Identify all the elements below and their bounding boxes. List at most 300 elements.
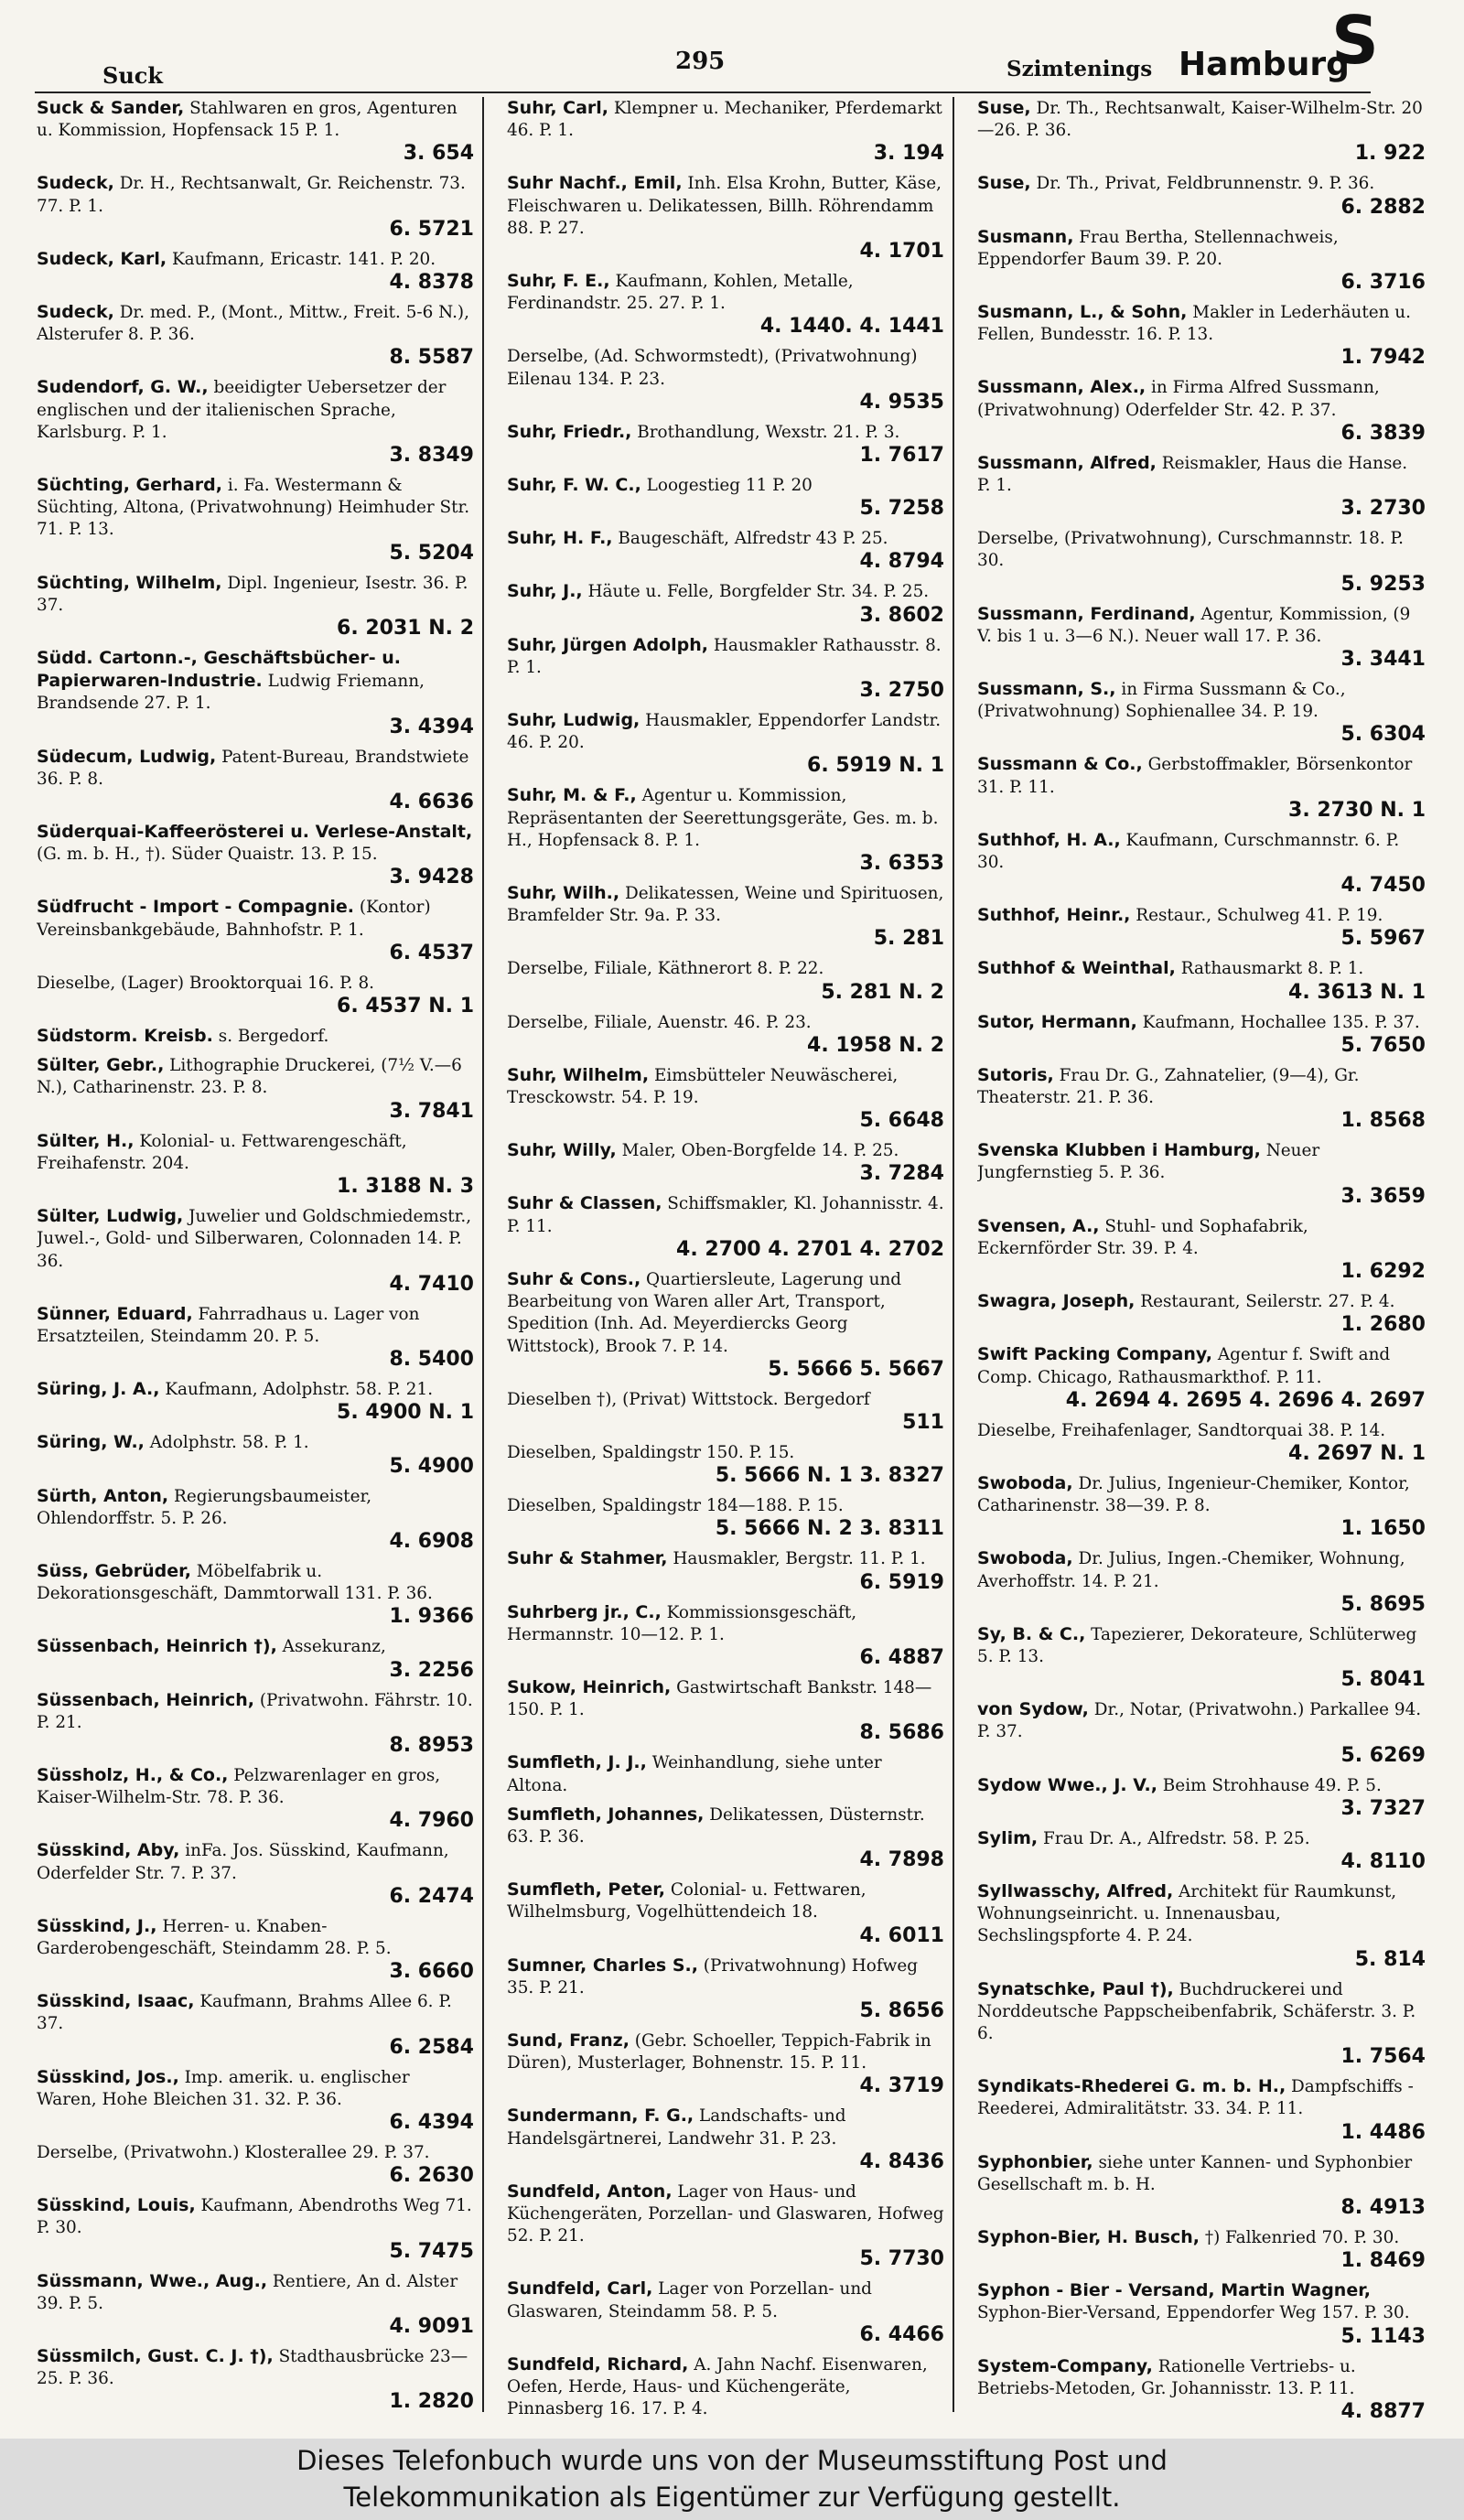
- phone-number: 6. 2584: [389, 2035, 474, 2059]
- entry-details: Assekuranz,: [282, 1637, 386, 1657]
- entry-details: Dampfschiffs - Reederei, Admiralitätstr. 33. 34. P. 11.: [977, 2077, 1414, 2119]
- phone-number: 4. 7960: [389, 1809, 474, 1833]
- entry-details: Hausmakler, Bergstr. 11. P. 1.: [673, 1549, 926, 1569]
- directory-entry: [977, 2279, 1426, 2348]
- phone-number: 1. 8469: [1340, 2249, 1426, 2273]
- phone-number: 4. 2697 N. 1: [1288, 1441, 1426, 1465]
- directory-entry: [977, 1623, 1426, 1692]
- entry-details: Frau Dr. A., Alfredstr. 58. P. 25.: [1042, 1828, 1310, 1848]
- directory-entry: [507, 421, 944, 468]
- phone-number: 8. 4913: [1340, 2195, 1426, 2219]
- phone-number: 6. 3839: [1340, 421, 1426, 445]
- entry-name: Süssmilch, Gust. C. J. †),: [37, 2345, 274, 2366]
- phone-number: 5. 6648: [859, 1109, 944, 1133]
- directory-entry: [37, 1025, 474, 1048]
- entry-details: Imp. amerik. u. englischer Waren, Hohe Bleichen 31. 32. P. 36.: [37, 2067, 410, 2109]
- entry-name: Suhr Nachf., Emil,: [507, 173, 683, 194]
- entry-details: Kaufmann, Brahms Allee 6. P. 37.: [37, 1992, 452, 2034]
- entry-name: Süsskind, Louis,: [37, 2195, 196, 2216]
- directory-entry: [37, 1303, 474, 1372]
- phone-number: 8. 8953: [389, 1733, 474, 1757]
- entry-name: Sukow, Heinrich,: [507, 1676, 672, 1697]
- entry-details: Maler, Oben-Borgfelde 14. P. 25.: [621, 1141, 899, 1161]
- entry-details: Agentur, Kommission, (9 V. bis 1 u. 3—6 N.). Neuer wall 17. P. 36.: [977, 604, 1411, 646]
- entry-name: Svensen, A.,: [977, 1215, 1100, 1236]
- directory-entry: [37, 1560, 474, 1629]
- phone-number: 6. 5919: [859, 1570, 944, 1594]
- phone-number: 1. 7942: [1340, 346, 1426, 370]
- column-divider: [482, 97, 484, 2412]
- directory-entry: [37, 376, 474, 468]
- phone-number: 6. 2031 N. 2: [337, 617, 474, 641]
- phone-number: 3. 2750: [859, 679, 944, 703]
- entry-details: (G. m. b. H., †). Süder Quaistr. 13. P. 15.: [37, 845, 378, 865]
- phone-number: 5. 7650: [1340, 1033, 1426, 1057]
- directory-entry: [37, 1689, 474, 1758]
- footer-notice: [0, 2439, 1464, 2520]
- directory-entry: [507, 1804, 944, 1872]
- page-number: 295: [675, 48, 726, 75]
- entry-name: Sussmann & Co.,: [977, 754, 1143, 775]
- phone-number: 6. 3716: [1340, 271, 1426, 295]
- directory-entry: [507, 1268, 944, 1382]
- directory-entry: [977, 1064, 1426, 1133]
- phone-number: 4. 8877: [1340, 2399, 1426, 2421]
- directory-entry: [37, 1635, 474, 1682]
- entry-name: Sussmann, Alfred,: [977, 452, 1157, 473]
- entry-details: inFa. Jos. Süsskind, Kaufmann, Oderfelder Str. 7. P. 37.: [37, 1841, 449, 1883]
- directory-entry: [977, 301, 1426, 370]
- phone-number: 6. 2882: [1340, 195, 1426, 219]
- directory-entry: [507, 270, 944, 339]
- phone-number: 1. 2680: [1340, 1313, 1426, 1337]
- directory-entry: [977, 1774, 1426, 1821]
- entry-name: Sylim,: [977, 1827, 1039, 1848]
- entry-details: Kaufmann, Kohlen, Metalle, Ferdinandstr. 25. 27. P. 1.: [507, 272, 854, 314]
- entry-details: Dieselbe, Freihafenlager, Sandtorquai 38. P. 14.: [977, 1420, 1386, 1440]
- entry-name: Sumfleth, Peter,: [507, 1879, 665, 1901]
- entry-name: Südd. Cartonn.-, Geschäftsbücher- u. Papierwaren-Industrie.: [37, 648, 401, 692]
- entry-details: Gerbstoffmakler, Börsenkontor 31. P. 11.: [977, 755, 1413, 797]
- entry-name: Suthhof, H. A.,: [977, 829, 1121, 850]
- entry-name: Süss, Gebrüder,: [37, 1560, 191, 1581]
- entry-name: Sudeck,: [37, 173, 114, 194]
- entry-details: Dieselbe, (Lager) Brooktorquai 16. P. 8.: [37, 973, 375, 993]
- directory-entry: [977, 1139, 1426, 1208]
- entry-details: Restaurant, Seilerstr. 27. P. 4.: [1140, 1292, 1395, 1312]
- entry-details: Dr. Th., Privat, Feldbrunnenstr. 9. P. 36.: [1036, 174, 1375, 194]
- entry-details: Patent-Bureau, Brandstwiete 36. P. 8.: [37, 747, 469, 789]
- directory-entry: [507, 2030, 944, 2098]
- entry-details: Kaufmann, Ericastr. 141. P. 20.: [171, 249, 436, 269]
- directory-entry: [977, 1290, 1426, 1337]
- entry-details: Schiffsmakler, Kl. Johannisstr. 4. P. 11.: [507, 1194, 944, 1236]
- entry-details: (Gebr. Schoeller, Teppich-Fabrik in Düren), Musterlager, Bohnenstr. 15. P. 11.: [507, 2030, 931, 2073]
- directory-entry: [507, 2181, 944, 2272]
- phone-number: 4. 8436: [859, 2149, 944, 2173]
- entry-name: Suhr & Stahmer,: [507, 1548, 668, 1569]
- entry-name: Süchting, Gerhard,: [37, 475, 222, 496]
- phone-number: 4. 3719: [859, 2074, 944, 2098]
- directory-entry: [977, 1215, 1426, 1284]
- entry-name: Sudendorf, G. W.,: [37, 377, 209, 398]
- directory-entry: [37, 2066, 474, 2135]
- directory-entry: [977, 2355, 1426, 2421]
- entry-name: Süssmann, Wwe., Aug.,: [37, 2270, 268, 2291]
- directory-entry: [977, 957, 1426, 1004]
- directory-entry: [977, 603, 1426, 672]
- directory-entry: [507, 527, 944, 574]
- entry-details: in Firma Alfred Sussmann, (Privatwohnung) Oderfelder Str. 42. P. 37.: [977, 378, 1380, 420]
- entry-details: Klempner u. Mechaniker, Pferdemarkt 46. P. 1.: [507, 99, 942, 141]
- entry-name: Suhr, Jürgen Adolph,: [507, 634, 708, 655]
- directory-entry: [37, 746, 474, 814]
- entry-details: A. Jahn Nachf. Eisenwaren, Oefen, Herde, Haus- und Küchengeräte, Pinnasberg 16. 17. P. 4.: [507, 2354, 928, 2419]
- phone-number: 3. 7841: [389, 1099, 474, 1123]
- phone-number: 6. 4466: [859, 2322, 944, 2346]
- phone-number: 5. 5967: [1340, 927, 1426, 951]
- phone-number: 1. 7564: [1340, 2045, 1426, 2069]
- directory-entry: [977, 678, 1426, 747]
- entry-details: Buchdruckerei und Norddeutsche Pappscheibenfabrik, Schäferstr. 3. P. 6.: [977, 1979, 1416, 2043]
- entry-name: Sussmann, Alex.,: [977, 377, 1146, 398]
- entry-details: Ludwig Friemann, Brandsende 27. P. 1.: [37, 672, 425, 714]
- directory-entry: [977, 1698, 1426, 1767]
- phone-number: 3. 8602: [859, 603, 944, 627]
- phone-number: 5. 9253: [1340, 572, 1426, 596]
- entry-details: Dipl. Ingenieur, Isestr. 36. P. 37.: [37, 573, 468, 615]
- entry-name: Syphonbier,: [977, 2151, 1093, 2172]
- phone-number: 5. 5666 N. 1 3. 8327: [715, 1464, 944, 1488]
- entry-name: Südfrucht - Import - Compagnie.: [37, 897, 355, 918]
- phone-number: 6. 4537 N. 1: [337, 995, 474, 1018]
- entry-details: Kolonial- u. Fettwarengeschäft, Freihafenstr. 204.: [37, 1131, 407, 1173]
- phone-number: 3. 8349: [389, 444, 474, 468]
- entry-name: Sy, B. & C.,: [977, 1623, 1086, 1644]
- directory-entry: [507, 709, 944, 778]
- entry-name: Sussmann, Ferdinand,: [977, 603, 1196, 624]
- phone-number: 4. 6636: [389, 791, 474, 814]
- entry-details: Kaufmann, Abendroths Weg 71. P. 30.: [37, 2196, 472, 2238]
- directory-column-1: [37, 97, 474, 2421]
- entry-name: Sülter, Ludwig,: [37, 1206, 184, 1227]
- entry-name: Suthhof, Heinr.,: [977, 905, 1131, 926]
- entry-details: Quartiersleute, Lagerung und Bearbeitung von Waren aller Art, Transport, Spedition (Inh. Ad. Meyerdiercks Georg Wittstock), Brook 7. P. 14.: [507, 1269, 902, 1356]
- directory-entry: [37, 2420, 474, 2421]
- entry-name: Suhr & Cons.,: [507, 1268, 641, 1289]
- phone-number: 3. 6660: [389, 1960, 474, 1984]
- entry-details: (Kontor) Vereinsbankgebäude, Bahnhofstr. P. 1.: [37, 898, 431, 940]
- entry-details: Agentur u. Kommission, Repräsentanten der Seerettungsgeräte, Ges. m. b. H., Hopfensack 8. P. 1.: [507, 786, 939, 850]
- directory-entry: [37, 1915, 474, 1984]
- entry-name: Sudeck,: [37, 302, 114, 323]
- entry-name: Susmann,: [977, 226, 1074, 247]
- phone-number: 5. 4900: [389, 1454, 474, 1478]
- entry-name: Süring, W.,: [37, 1432, 145, 1453]
- phone-number: 3. 9428: [389, 866, 474, 889]
- entry-details: Stuhl- und Sophafabrik, Eckernförder Str. 39. P. 4.: [977, 1216, 1308, 1258]
- phone-number: 5. 8656: [859, 1998, 944, 2022]
- directory-entry: [507, 882, 944, 951]
- directory-entry: [37, 2194, 474, 2263]
- directory-entry: [37, 572, 474, 641]
- phone-number: 5. 4900 N. 1: [337, 1401, 474, 1425]
- phone-number: 4. 9091: [389, 2314, 474, 2338]
- entry-name: Swoboda,: [977, 1472, 1073, 1493]
- entry-name: Sussmann, S.,: [977, 679, 1116, 700]
- footer-line-1: Dieses Telefonbuch wurde uns von der Museumsstiftung Post und: [296, 2445, 1168, 2476]
- phone-number: 8. 5400: [389, 1348, 474, 1372]
- directory-entry: [977, 2151, 1426, 2220]
- directory-entry: [977, 904, 1426, 951]
- entry-details: Colonial- u. Fettwaren, Wilhelmsburg, Vogelhüttendeich 18.: [507, 1880, 867, 1922]
- header-city: Hamburg: [1179, 46, 1350, 83]
- directory-entry: [37, 1764, 474, 1833]
- phone-number: 3. 3441: [1340, 648, 1426, 672]
- directory-entry: [977, 1880, 1426, 1972]
- entry-name: Süssenbach, Heinrich †),: [37, 1636, 277, 1657]
- directory-entry: [37, 248, 474, 295]
- directory-entry: [977, 2226, 1426, 2273]
- entry-details: Kaufmann, Hochallee 135. P. 37.: [1142, 1012, 1420, 1032]
- directory-entry: [507, 1676, 944, 1745]
- entry-name: Syphon-Bier, H. Busch,: [977, 2226, 1200, 2247]
- entry-details: Dr. med. P., (Mont., Mittw., Freit. 5-6 N.), Alsterufer 8. P. 36.: [37, 303, 469, 345]
- entry-name: Suhr, H. F.,: [507, 528, 613, 549]
- entry-details: Frau Bertha, Stellennachweis, Eppendorfer Baum 39. P. 20.: [977, 227, 1339, 269]
- directory-column-2: [507, 97, 944, 2421]
- entry-name: Sülter, Gebr.,: [37, 1055, 165, 1076]
- directory-entry: [507, 345, 944, 414]
- phone-number: 1. 3188 N. 3: [337, 1175, 474, 1199]
- directory-entry: [507, 474, 944, 521]
- phone-number: 3. 7327: [1340, 1796, 1426, 1820]
- phone-number: 3. 2730 N. 1: [1288, 798, 1426, 822]
- entry-details: Regierungsbaumeister, Ohlendorffstr. 5. P. 26.: [37, 1486, 372, 1528]
- directory-entry: [37, 972, 474, 1018]
- entry-details: Derselbe, (Privatwohnung), Curschmannstr. 18. P. 30.: [977, 529, 1405, 571]
- entry-name: Syllwasschy, Alfred,: [977, 1880, 1174, 1901]
- directory-entry: [507, 2353, 944, 2421]
- entry-details: Dr. Th., Rechtsanwalt, Kaiser-Wilhelm-Str. 20—26. P. 36.: [977, 99, 1423, 141]
- phone-number: 5. 5666 N. 2 3. 8311: [715, 1517, 944, 1541]
- entry-details: Inh. Elsa Krohn, Butter, Käse, Fleischwaren u. Delikatessen, Billh. Röhrendamm 88. P. 27.: [507, 174, 942, 238]
- directory-entry: [977, 376, 1426, 445]
- phone-number: 3. 7284: [859, 1162, 944, 1186]
- directory-entry: [977, 1547, 1426, 1616]
- directory-entry: [977, 452, 1426, 521]
- entry-name: Sumfleth, J. J.,: [507, 1752, 647, 1773]
- entry-name: Suhr, Ludwig,: [507, 710, 640, 731]
- phone-number: 3. 4394: [389, 715, 474, 738]
- entry-details: Lager von Haus- und Küchengeräten, Porzellan- und Glaswaren, Hofweg 52. P. 21.: [507, 2181, 944, 2246]
- entry-details: beeidigter Uebersetzer der englischen und der italienischen Sprache, Karlsburg. P. 1.: [37, 378, 447, 442]
- directory-entry: [507, 784, 944, 876]
- entry-name: Süssholz, H., & Co.,: [37, 1764, 229, 1785]
- phone-number: 511: [902, 1410, 944, 1434]
- entry-details: Eimsbütteler Neuwäscherei, Tresckowstr. 54. P. 19.: [507, 1065, 899, 1108]
- entry-details: Delikatessen, Düsternstr. 63. P. 36.: [507, 1804, 925, 1847]
- directory-entry: [507, 2278, 944, 2346]
- entry-name: Sünner, Eduard,: [37, 1303, 193, 1324]
- entry-details: Adolphstr. 58. P. 1.: [149, 1433, 309, 1453]
- phone-number: 5. 281 N. 2: [821, 980, 944, 1004]
- phone-number: 1. 4486: [1340, 2120, 1426, 2144]
- entry-name: Sundfeld, Richard,: [507, 2353, 689, 2375]
- directory-entry: [37, 172, 474, 241]
- entry-name: Suhr, Carl,: [507, 98, 609, 118]
- entry-details: Baugeschäft, Alfredstr 43 P. 25.: [618, 529, 888, 549]
- phone-number: 3. 194: [873, 142, 944, 166]
- entry-details: Beim Strohhause 49. P. 5.: [1162, 1775, 1382, 1795]
- directory-entry: [507, 1494, 944, 1541]
- entry-name: Süderquai-Kaffeerösterei u. Verlese-Anstalt,: [37, 822, 473, 843]
- phone-number: 4. 7898: [859, 1848, 944, 1872]
- entry-name: Suhr, F. W. C.,: [507, 475, 641, 496]
- entry-details: Häute u. Felle, Borgfelder Str. 34. P. 25.: [587, 582, 930, 602]
- entry-name: Suhr, Willy,: [507, 1140, 617, 1161]
- entry-details: Pelzwarenlager en gros, Kaiser-Wilhelm-Str. 78. P. 36.: [37, 1765, 441, 1808]
- directory-entry: [507, 1751, 944, 1796]
- entry-details: Dr. Julius, Ingenieur-Chemiker, Kontor, Catharinenstr. 38—39. P. 8.: [977, 1473, 1410, 1516]
- directory-entry: [507, 957, 944, 1004]
- phone-number: 4. 2694 4. 2695 4. 2696 4. 2697: [1065, 1388, 1426, 1412]
- entry-name: Sydow Wwe., J. V.,: [977, 1774, 1157, 1795]
- directory-entry: [37, 647, 474, 739]
- phone-number: 6. 4394: [389, 2110, 474, 2134]
- entry-name: Suhr, Friedr.,: [507, 421, 632, 442]
- directory-entry: [37, 896, 474, 964]
- entry-name: Swift Packing Company,: [977, 1344, 1212, 1365]
- entry-name: Süsskind, Aby,: [37, 1840, 180, 1861]
- directory-entry: [37, 474, 474, 565]
- entry-name: Süchting, Wilhelm,: [37, 572, 222, 593]
- entry-details: siehe unter Kannen- und Syphonbier Gesellschaft m. b. H.: [977, 2152, 1413, 2194]
- entry-details: Restaur., Schulweg 41. P. 19.: [1136, 906, 1383, 926]
- phone-number: 6. 5919 N. 1: [807, 754, 944, 778]
- header-left-keyword: Suck: [102, 62, 164, 89]
- phone-number: 5. 281: [873, 927, 944, 951]
- entry-details: s. Bergedorf.: [218, 1027, 329, 1047]
- phone-number: 4. 9535: [859, 390, 944, 414]
- phone-number: 1. 922: [1354, 142, 1426, 166]
- phone-number: 4. 3613 N. 1: [1288, 980, 1426, 1004]
- entry-details: Makler in Lederhäuten u. Fellen, Bundesstr. 16. P. 13.: [977, 303, 1411, 345]
- entry-details: Landschafts- und Handelsgärtnerei, Landwehr 31. P. 23.: [507, 2106, 846, 2148]
- directory-entry: [507, 1441, 944, 1488]
- phone-number: 4. 1701: [859, 240, 944, 264]
- phone-number: 3. 2730: [1340, 497, 1426, 521]
- entry-details: (Privatwohnung) Hofweg 35. P. 21.: [507, 1955, 919, 1998]
- phone-number: 4. 8110: [1340, 1849, 1426, 1873]
- entry-details: Dieselben †), (Privat) Wittstock. Bergedorf: [507, 1389, 870, 1409]
- entry-details: Neuer Jungfernstieg 5. P. 36.: [977, 1141, 1320, 1183]
- entry-name: Suhr, J.,: [507, 581, 583, 602]
- entry-details: Stadthausbrücke 23—25. P. 36.: [37, 2346, 468, 2389]
- entry-name: Sundfeld, Carl,: [507, 2278, 653, 2299]
- entry-name: Süring, J. A.,: [37, 1379, 160, 1400]
- phone-number: 5. 7258: [859, 497, 944, 521]
- entry-details: Juwelier und Goldschmiedemstr., Juwel.-, Gold- und Silberwaren, Colonnaden 14. P. 36.: [37, 1207, 472, 1271]
- directory-entry: [507, 1388, 944, 1435]
- entry-name: Suse,: [977, 173, 1031, 194]
- phone-number: 6. 2630: [389, 2164, 474, 2188]
- phone-number: 4. 1958 N. 2: [807, 1033, 944, 1057]
- directory-entry: [37, 1378, 474, 1425]
- phone-number: 6. 4537: [389, 941, 474, 964]
- phone-number: [507, 2420, 944, 2421]
- entry-details: Dieselben, Spaldingstr 150. P. 15.: [507, 1442, 795, 1462]
- entry-details: †) Falkenried 70. P. 30.: [1204, 2227, 1400, 2247]
- column-divider: [953, 97, 954, 2412]
- entry-name: Suse,: [977, 98, 1031, 118]
- entry-name: Synatschke, Paul †),: [977, 1978, 1174, 1999]
- directory-entry: [507, 1879, 944, 1947]
- entry-details: Frau Dr. G., Zahnatelier, (9—4), Gr. Theaterstr. 21. P. 36.: [977, 1065, 1360, 1108]
- entry-details: Fahrradhaus u. Lager von Ersatzteilen, Steindamm 20. P. 5.: [37, 1304, 420, 1346]
- entry-details: Dr. Julius, Ingen.-Chemiker, Wohnung, Averhoffstr. 14. P. 21.: [977, 1549, 1405, 1591]
- phone-number: 5. 8695: [1340, 1592, 1426, 1616]
- entry-name: Susmann, L., & Sohn,: [977, 302, 1188, 323]
- phone-number: 1. 6292: [1340, 1260, 1426, 1284]
- entry-details: Derselbe, Filiale, Auenstr. 46. P. 23.: [507, 1012, 812, 1032]
- entry-name: Süssenbach, Heinrich,: [37, 1689, 255, 1710]
- directory-entry: [37, 2270, 474, 2339]
- entry-name: Suhr & Classen,: [507, 1193, 662, 1214]
- phone-number: 1. 2820: [389, 2390, 474, 2414]
- entry-name: Syndikats-Rhederei G. m. b. H.,: [977, 2076, 1286, 2097]
- directory-entry: [977, 1472, 1426, 1541]
- entry-name: von Sydow,: [977, 1699, 1089, 1720]
- entry-details: Syphon-Bier-Versand, Eppendorfer Weg 157. P. 30.: [977, 2303, 1410, 2323]
- phone-number: 5. 5204: [389, 541, 474, 565]
- entry-details: (Privatwohn. Fährstr. 10. P. 21.: [37, 1690, 473, 1732]
- phone-number: 3. 6353: [859, 852, 944, 876]
- directory-entry: [507, 172, 944, 264]
- entry-details: Derselbe, Filiale, Käthnerort 8. P. 22.: [507, 959, 824, 979]
- header-letter: S: [1331, 2, 1379, 79]
- directory-entry: [977, 1011, 1426, 1058]
- entry-details: Rathausmarkt 8. P. 1.: [1180, 959, 1364, 979]
- entry-name: Suthhof & Weinthal,: [977, 958, 1176, 979]
- directory-entry: [37, 301, 474, 370]
- phone-number: 5. 1143: [1340, 2324, 1426, 2348]
- entry-name: Swagra, Joseph,: [977, 1291, 1136, 1312]
- phone-number: 8. 5686: [859, 1721, 944, 1745]
- entry-details: Architekt für Raumkunst, Wohnungseinricht. u. Innenausbau, Sechslingspforte 4. P. 24.: [977, 1881, 1397, 1946]
- entry-details: in Firma Sussmann & Co., (Privatwohnung) Sophienallee 34. P. 19.: [977, 680, 1346, 722]
- entry-name: Sülter, H.,: [37, 1130, 135, 1151]
- entry-name: Sundfeld, Anton,: [507, 2181, 673, 2202]
- directory-entry: [507, 1547, 944, 1594]
- entry-name: Svenska Klubben i Hamburg,: [977, 1140, 1261, 1161]
- entry-details: Derselbe, (Privatwohn.) Klosterallee 29. P. 37.: [37, 2142, 430, 2162]
- entry-details: Rationelle Vertriebs- u. Betriebs-Metoden, Gr. Johannisstr. 13. P. 11.: [977, 2356, 1356, 2398]
- phone-number: 5. 7475: [389, 2239, 474, 2263]
- entry-name: System-Company,: [977, 2355, 1153, 2376]
- directory-entry: [977, 527, 1426, 596]
- directory-entry: [507, 580, 944, 627]
- entry-name: Südstorm. Kreisb.: [37, 1026, 213, 1047]
- phone-number: 6. 2474: [389, 1884, 474, 1908]
- entry-name: Süsskind, J.,: [37, 1915, 157, 1936]
- phone-number: 4. 6908: [389, 1529, 474, 1553]
- directory-entry: [507, 1601, 944, 1670]
- entry-details: Kaufmann, Adolphstr. 58. P. 21.: [165, 1380, 434, 1400]
- directory-entry: [977, 753, 1426, 822]
- entry-details: Lithographie Druckerei, (7½ V.—6 N.), Catharinenstr. 23. P. 8.: [37, 1056, 462, 1098]
- directory-entry: [977, 829, 1426, 898]
